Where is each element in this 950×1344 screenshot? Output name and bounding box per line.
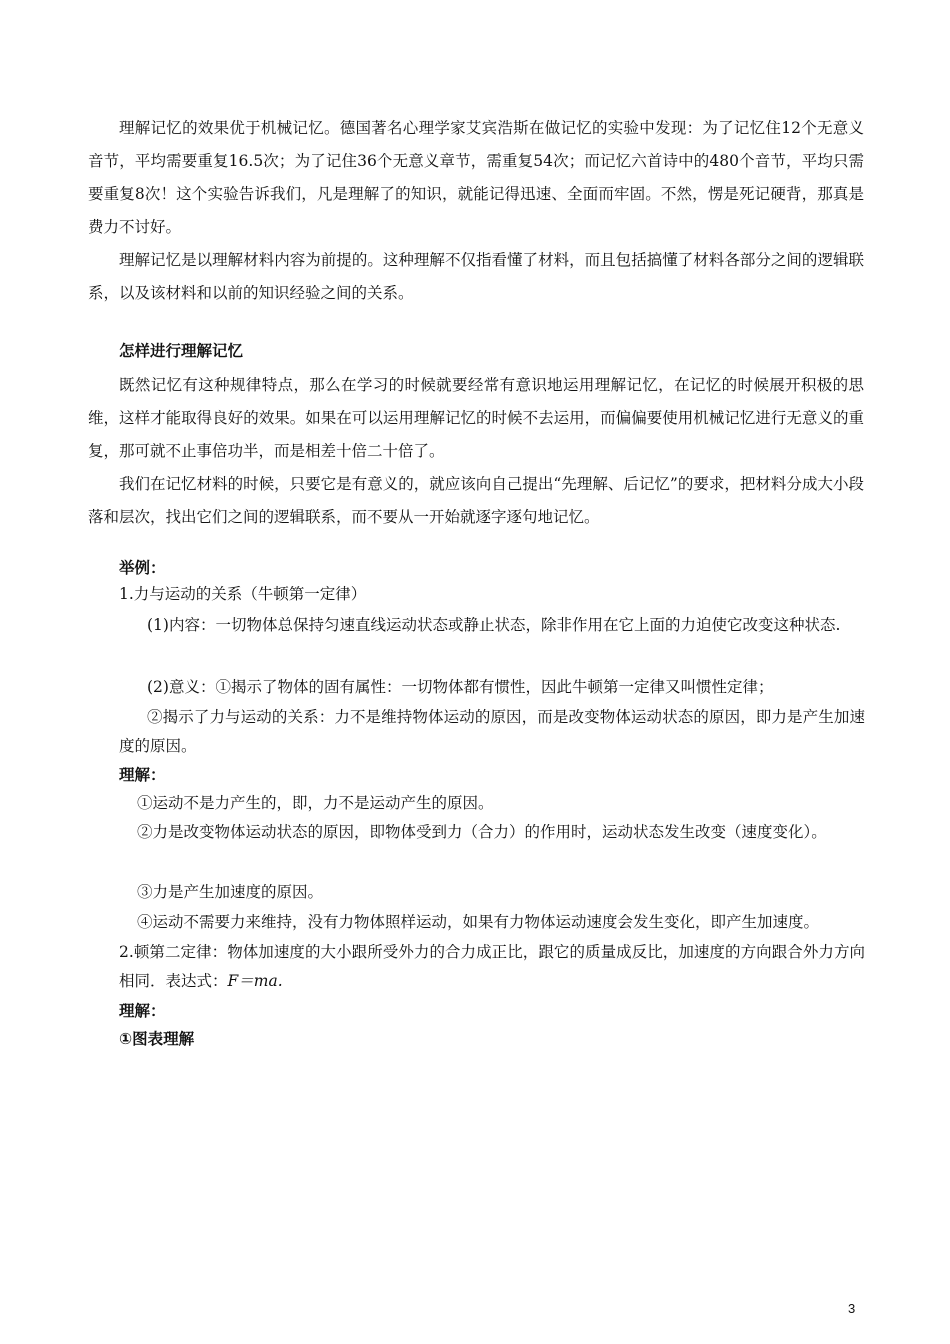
intro-section [88, 112, 864, 310]
understand-item-3: ③力是产生加速度的原因。 [137, 883, 324, 901]
understand-heading: 理解： [119, 766, 166, 784]
item1-title: 1.力与运动的关系（牛顿第一定律） [119, 585, 367, 603]
how-paragraph-1: 既然记忆有这种规律特点，那么在学习的时候就要经常有意识地运用理解记忆，在记忆的时候展开积极的思维，这样才能取得良好的效果。如果在可以运用理解记忆的时候不去运用，而偏偏要使用机械记忆进行无意义的重复，那可就不止事倍功半，而是相差十倍二十倍了。 [88, 376, 864, 460]
understand-item-2: ②力是改变物体运动状态的原因，即物体受到力（合力）的作用时，运动状态发生改变（速度变化）。 [137, 823, 827, 841]
how-paragraph-2: 我们在记忆材料的时候，只要它是有意义的，就应该向自己提出“先理解、后记忆”的要求，把材料分成大小段落和层次，找出它们之间的逻辑联系，而不要从一开始就逐字逐句地记忆。 [88, 475, 864, 526]
understand-item-4: ④运动不需要力来维持，没有力物体照样运动，如果有力物体运动速度会发生变化，即产生加速度。 [137, 913, 820, 931]
how-section [88, 369, 864, 534]
intro-paragraph-1: 理解记忆的效果优于机械记忆。德国著名心理学家艾宾浩斯在做记忆的实验中发现：为了记忆住12个无意义音节，平均需要重复16.5次；为了记住36个无意义章节，需重复54次；而记忆六首诗中的480个音节，平均只需要重复8次！这个实验告诉我们，凡是理解了的知识，就能记得迅速、全面而牢固。不然，愣是死记硬背，那真是费力不讨好。 [88, 119, 864, 236]
understand-item-1: ①运动不是力产生的，即，力不是运动产生的原因。 [137, 794, 494, 812]
item2-text [119, 938, 865, 996]
item1-content: (1)内容：一切物体总保持匀速直线运动状态或静止状态，除非作用在它上面的力迫使它改变这种状态. [147, 616, 841, 634]
item2-formula: F＝ma. [227, 972, 283, 990]
page-number: 3 [848, 1301, 856, 1316]
how-heading: 怎样进行理解记忆 [119, 342, 244, 360]
chart-understanding-heading: ①图表理解 [119, 1030, 195, 1048]
example-heading: 举例： [119, 559, 166, 577]
understand-heading-2: 理解： [119, 1002, 166, 1020]
item2-statement: 2.顿第二定律：物体加速度的大小跟所受外力的合力成正比，跟它的质量成反比，加速度的方向跟合外力方向相同．表达式： [119, 943, 865, 990]
item1-meaning-2: ②揭示了力与运动的关系：力不是维持物体运动的原因，而是改变物体运动状态的原因，即力是产生加速度的原因。 [119, 708, 865, 755]
item1-meaning-1: (2)意义：①揭示了物体的固有属性：一切物体都有惯性，因此牛顿第一定律又叫惯性定律； [147, 678, 774, 696]
intro-paragraph-2: 理解记忆是以理解材料内容为前提的。这种理解不仅指看懂了材料，而且包括搞懂了材料各部分之间的逻辑联系，以及该材料和以前的知识经验之间的关系。 [88, 251, 864, 302]
